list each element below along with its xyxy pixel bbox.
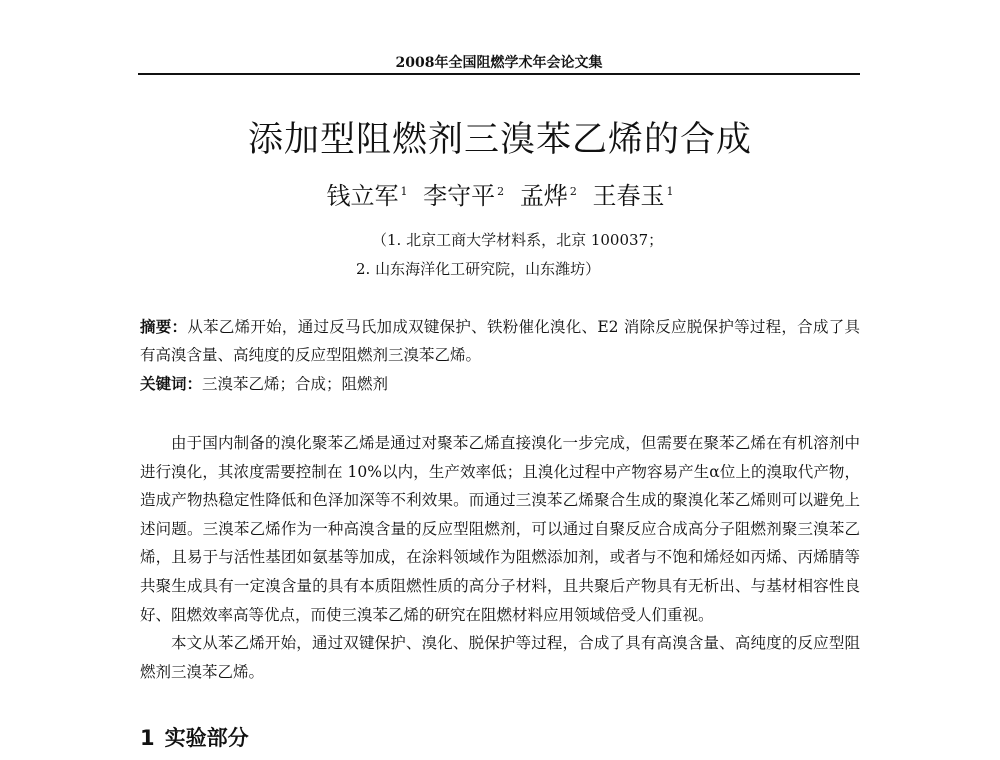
keywords-label: 关键词：: [140, 374, 203, 393]
author-name: 孟烨: [519, 182, 568, 210]
body-paragraph: 本文从苯乙烯开始，通过双键保护、溴化、脱保护等过程，合成了具有高溴含量、高纯度的反应型阻燃剂三溴苯乙烯。: [140, 634, 860, 681]
running-header: 2008年全国阻燃学术年会论文集: [395, 55, 603, 71]
author-name: 王春玉: [592, 182, 665, 210]
author-affiliation-mark: 2: [497, 185, 505, 198]
keywords: [140, 370, 860, 398]
keywords-text: 三溴苯乙烯；合成；阻燃剂: [202, 375, 389, 393]
header-rule: [138, 73, 860, 75]
author-affiliation-mark: 1: [666, 185, 674, 198]
author: [423, 182, 504, 210]
abstract: [140, 313, 860, 369]
author-name: 李守平: [423, 182, 496, 210]
author-list: [200, 176, 800, 211]
section-title: 实验部分: [164, 726, 249, 750]
body-paragraph: 由于国内制备的溴化聚苯乙烯是通过对聚苯乙烯直接溴化一步完成，但需要在聚苯乙烯在有机溶剂中进行溴化，其浓度需要控制在 10%以内，生产效率低；且溴化过程中产物容易产生α位上的溴取代产物，造成产物热稳定性降低和色泽加深等不利效果。而通过三溴苯乙烯聚合生成的聚溴化苯乙烯则可以避免上述问题。三溴苯乙烯作为一种高溴含量的反应型阻燃剂，可以通过自聚反应合成高分子阻燃剂聚三溴苯乙烯，且易于与活性基团如氨基等加成，在涂料领域作为阻燃添加剂，或者与不饱和烯烃如丙烯、丙烯腈等共聚生成具有一定溴含量的具有本质阻燃性质的高分子材料，且共聚后产物具有无析出、与基材相容性良好、阻燃效率高等优点，而使三溴苯乙烯的研究在阻燃材料应用领域倍受人们重视。: [140, 434, 860, 624]
body-text: [140, 429, 860, 686]
author-affiliation-mark: 2: [569, 185, 577, 198]
abstract-text: 从苯乙烯开始，通过反马氏加成双键保护、铁粉催化溴化、E2 消除反应脱保护等过程，合成了具有高溴含量、高纯度的反应型阻燃剂三溴苯乙烯。: [140, 318, 860, 364]
author-affiliation-mark: 1: [400, 185, 408, 198]
section-heading: [140, 722, 249, 752]
author: [327, 182, 408, 210]
author: [592, 182, 673, 210]
affiliation-1: （1. 北京工商大学材料系，北京 100037；: [372, 231, 664, 249]
author: [520, 182, 577, 210]
abstract-label: 摘要：: [140, 317, 188, 336]
paper-title: 添加型阻燃剂三溴苯乙烯的合成: [247, 120, 752, 160]
author-name: 钱立军: [326, 182, 399, 210]
affiliation-2: 2. 山东海洋化工研究院，山东潍坊）: [356, 260, 601, 278]
section-number: 1: [140, 726, 155, 750]
